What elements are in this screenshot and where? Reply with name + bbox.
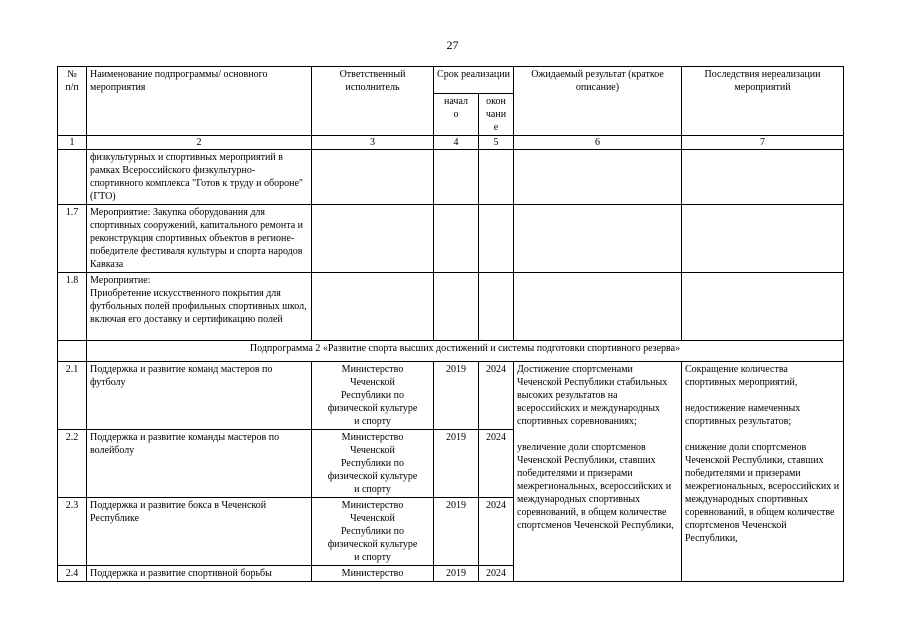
header-consequences: Последствия нереализации мероприятий [682,67,844,136]
header-result: Ожидаемый результат (краткое описание) [514,67,682,136]
empty-cell [312,273,434,341]
row-start: 2019 [434,430,479,498]
row-name: физкультурных и спортивных мероприятий в рамках Всероссийского физкультурно-спортивного комплекса "Готов к труду и обороне" (ГТО) [87,150,312,205]
empty-cell [682,273,844,341]
header-responsible: Ответственный исполнитель [312,67,434,136]
header-end: окон чани е [479,94,514,136]
header-period: Срок реализации [434,67,514,94]
row-number: 1.7 [58,205,87,273]
table-row [58,273,844,341]
row-number [58,150,87,205]
column-number: 2 [87,136,312,150]
row-name: Поддержка и развитие команды мастеров по волейболу [87,430,312,498]
row-name: Поддержка и развитие бокса в Чеченской Республике [87,498,312,566]
row-end: 2024 [479,362,514,430]
row-responsible: Министерство [312,566,434,582]
empty-cell [682,205,844,273]
subprogram-title: Подпрограмма 2 «Развитие спорта высших достижений и системы подготовки спортивного резерва» [87,341,844,362]
empty-cell [312,150,434,205]
empty-cell [479,273,514,341]
row-name: Поддержка и развитие спортивной борьбы [87,566,312,582]
header-row [58,67,844,94]
empty-cell [434,205,479,273]
row-start: 2019 [434,498,479,566]
page-number: 27 [446,38,459,52]
column-numbers-row [58,136,844,150]
subprogram-row [58,341,844,362]
row-end: 2024 [479,498,514,566]
table-row [58,205,844,273]
empty-cell [514,150,682,205]
expected-result: Достижение спортсменами Чеченской Республики стабильных высоких результатов на всероссийских и международных спортивных соревнованиях; увеличение доли спортсменов Чеченской Республики, ставших победителями и призерами межрегиональных, всероссийских и международных спортивных соревнований, в общем количестве спортсменов Чеченской Республики, [514,362,682,582]
column-number: 6 [514,136,682,150]
row-number: 2.4 [58,566,87,582]
header-no: № п/п [58,67,87,136]
row-name: Мероприятие: Приобретение искусственного покрытия для футбольных полей профильных спортивных школ, включая его доставку и сертификацию полей [87,273,312,341]
column-number: 1 [58,136,87,150]
empty-cell [312,205,434,273]
header-start: начал о [434,94,479,136]
column-number: 7 [682,136,844,150]
row-end: 2024 [479,430,514,498]
empty-cell [434,150,479,205]
empty-cell [682,150,844,205]
empty-cell [514,205,682,273]
empty-cell [58,341,87,362]
measures-table [57,66,844,582]
empty-cell [514,273,682,341]
header-name: Наименование подпрограммы/ основного мероприятия [87,67,312,136]
empty-cell [479,205,514,273]
row-name: Поддержка и развитие команд мастеров по футболу [87,362,312,430]
column-number: 5 [479,136,514,150]
row-responsible: Министерство Чеченской Республики по физической культуре и спорту [312,430,434,498]
row-responsible: Министерство Чеченской Республики по физической культуре и спорту [312,498,434,566]
row-start: 2019 [434,566,479,582]
row-responsible: Министерство Чеченской Республики по физической культуре и спорту [312,362,434,430]
table-row [58,150,844,205]
row-number: 1.8 [58,273,87,341]
row-number: 2.2 [58,430,87,498]
table-row [58,362,844,430]
column-number: 3 [312,136,434,150]
row-number: 2.3 [58,498,87,566]
row-number: 2.1 [58,362,87,430]
row-name: Мероприятие: Закупка оборудования для спортивных сооружений, капитального ремонта и реконструкция спортивных объектов в регионе-победителе фестиваля культуры и спорта народов Кавказа [87,205,312,273]
empty-cell [479,150,514,205]
row-start: 2019 [434,362,479,430]
row-end: 2024 [479,566,514,582]
empty-cell [434,273,479,341]
column-number: 4 [434,136,479,150]
non-implementation-consequences: Сокращение количества спортивных мероприятий, недостижение намеченных спортивных результатов; снижение доли спортсменов Чеченской Республики, ставших победителями и призерами межрегиональных, всероссийских и международных спортивных соревнований, в общем количестве спортсменов Чеченской Республики, [682,362,844,582]
